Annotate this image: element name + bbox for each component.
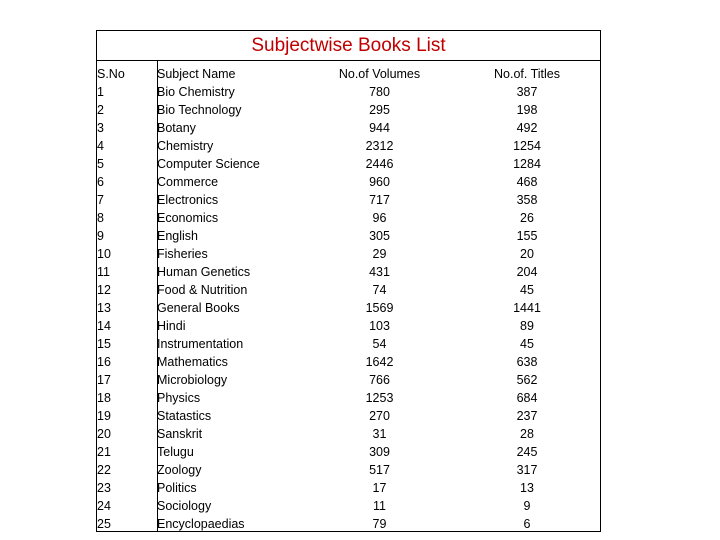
cell-volumes: 2446 <box>365 157 394 171</box>
cell-titles: 245 <box>516 445 538 459</box>
cell-titles: 684 <box>516 391 538 405</box>
cell-volumes: 270 <box>369 409 390 423</box>
cell-titles: 45 <box>520 283 534 297</box>
cell-subject: Economics <box>157 211 219 225</box>
header-titles: No.of. Titles <box>494 67 560 81</box>
cell-sno: 7 <box>97 193 104 207</box>
table-row <box>97 389 602 407</box>
cell-subject: Telugu <box>157 445 194 459</box>
table-row <box>97 101 602 119</box>
table-row <box>97 497 602 515</box>
cell-titles: 204 <box>516 265 538 279</box>
cell-titles: 387 <box>516 85 538 99</box>
cell-volumes: 517 <box>369 463 390 477</box>
cell-sno: 21 <box>97 445 111 459</box>
cell-volumes: 79 <box>372 517 387 531</box>
table-row <box>97 209 602 227</box>
cell-volumes: 1569 <box>365 301 394 315</box>
table-row <box>97 335 602 353</box>
table-row <box>97 515 602 533</box>
table-body <box>97 83 602 533</box>
cell-subject: Instrumentation <box>157 337 244 351</box>
cell-titles: 155 <box>516 229 538 243</box>
cell-titles: 1441 <box>513 301 541 315</box>
table-row <box>97 425 602 443</box>
cell-sno: 4 <box>97 139 104 153</box>
cell-volumes: 717 <box>369 193 390 207</box>
cell-volumes: 31 <box>372 427 387 441</box>
cell-titles: 237 <box>516 409 538 423</box>
cell-volumes: 295 <box>369 103 390 117</box>
page-title: Subjectwise Books List <box>251 35 446 56</box>
cell-subject: Encyclopaedias <box>157 517 245 531</box>
cell-volumes: 96 <box>372 211 387 225</box>
cell-subject: Chemistry <box>157 139 214 153</box>
cell-titles: 20 <box>520 247 534 261</box>
cell-volumes: 74 <box>372 283 387 297</box>
cell-titles: 562 <box>516 373 538 387</box>
cell-titles: 198 <box>516 103 538 117</box>
cell-titles: 638 <box>516 355 538 369</box>
cell-sno: 8 <box>97 211 104 225</box>
cell-sno: 14 <box>97 319 111 333</box>
cell-volumes: 54 <box>372 337 387 351</box>
cell-volumes: 29 <box>372 247 387 261</box>
cell-titles: 89 <box>520 319 534 333</box>
cell-volumes: 17 <box>372 481 387 495</box>
cell-volumes: 944 <box>369 121 390 135</box>
cell-titles: 28 <box>520 427 534 441</box>
cell-subject: Physics <box>157 391 201 405</box>
table-row <box>97 479 602 497</box>
cell-subject: Microbiology <box>157 373 228 387</box>
cell-volumes: 103 <box>369 319 390 333</box>
cell-subject: Bio Chemistry <box>157 85 235 99</box>
cell-sno: 22 <box>97 463 111 477</box>
cell-sno: 16 <box>97 355 111 369</box>
cell-subject: Mathematics <box>157 355 228 369</box>
table-row <box>97 119 602 137</box>
table-row <box>97 353 602 371</box>
cell-subject: Statastics <box>157 409 212 423</box>
cell-sno: 24 <box>97 499 111 513</box>
cell-titles: 45 <box>520 337 534 351</box>
cell-subject: Sanskrit <box>157 427 203 441</box>
cell-sno: 17 <box>97 373 111 387</box>
cell-subject: Zoology <box>157 463 202 477</box>
cell-titles: 6 <box>523 517 531 531</box>
table-row <box>97 227 602 245</box>
cell-sno: 19 <box>97 409 111 423</box>
cell-subject: Botany <box>157 121 196 135</box>
cell-subject: Commerce <box>157 175 219 189</box>
cell-volumes: 1642 <box>365 355 394 369</box>
cell-titles: 492 <box>516 121 538 135</box>
table-row <box>97 155 602 173</box>
cell-titles: 1284 <box>513 157 541 171</box>
cell-subject: Bio Technology <box>157 103 242 117</box>
cell-volumes: 780 <box>369 85 390 99</box>
table-row <box>97 83 602 101</box>
table-row <box>97 371 602 389</box>
cell-sno: 10 <box>97 247 111 261</box>
cell-sno: 15 <box>97 337 111 351</box>
header-subject: Subject Name <box>157 67 236 81</box>
cell-sno: 6 <box>97 175 104 189</box>
cell-subject: Politics <box>157 481 197 495</box>
cell-volumes: 1253 <box>365 391 394 405</box>
cell-sno: 18 <box>97 391 111 405</box>
table-row <box>97 317 602 335</box>
table-row <box>97 173 602 191</box>
cell-volumes: 431 <box>369 265 390 279</box>
table-row <box>97 461 602 479</box>
cell-titles: 468 <box>516 175 538 189</box>
cell-sno: 3 <box>97 121 104 135</box>
cell-sno: 20 <box>97 427 111 441</box>
cell-sno: 25 <box>97 517 111 531</box>
table-row <box>97 263 602 281</box>
cell-subject: Computer Science <box>157 157 260 171</box>
cell-volumes: 11 <box>373 499 386 513</box>
cell-sno: 5 <box>97 157 104 171</box>
cell-sno: 1 <box>97 85 104 99</box>
cell-titles: 26 <box>520 211 534 225</box>
cell-sno: 2 <box>97 103 104 117</box>
cell-sno: 13 <box>97 301 111 315</box>
table-row <box>97 443 602 461</box>
table-row <box>97 245 602 263</box>
cell-titles: 317 <box>516 463 538 477</box>
cell-titles: 358 <box>516 193 538 207</box>
cell-titles: 1254 <box>513 139 541 153</box>
table-row <box>97 299 602 317</box>
table-row <box>97 191 602 209</box>
cell-volumes: 305 <box>369 229 390 243</box>
table-row <box>97 407 602 425</box>
cell-subject: General Books <box>157 301 240 315</box>
cell-sno: 11 <box>97 265 110 279</box>
header-volumes: No.of Volumes <box>338 67 421 81</box>
cell-sno: 12 <box>97 283 111 297</box>
cell-subject: Sociology <box>157 499 212 513</box>
cell-sno: 9 <box>97 229 104 243</box>
cell-subject: Human Genetics <box>157 265 251 279</box>
table-row <box>97 281 602 299</box>
cell-subject: English <box>157 229 198 243</box>
title-row <box>97 31 600 61</box>
cell-volumes: 309 <box>369 445 390 459</box>
cell-volumes: 2312 <box>365 139 394 153</box>
cell-subject: Electronics <box>157 193 219 207</box>
table-header-row <box>97 65 602 83</box>
cell-subject: Food & Nutrition <box>157 283 248 297</box>
cell-titles: 13 <box>520 481 534 495</box>
cell-subject: Fisheries <box>157 247 208 261</box>
cell-volumes: 960 <box>369 175 390 189</box>
table-row <box>97 137 602 155</box>
cell-sno: 23 <box>97 481 111 495</box>
cell-subject: Hindi <box>157 319 186 333</box>
books-list-frame <box>96 30 601 532</box>
books-table <box>97 65 602 533</box>
header-sno: S.No <box>97 67 125 81</box>
cell-volumes: 766 <box>369 373 390 387</box>
cell-titles: 9 <box>523 499 531 513</box>
